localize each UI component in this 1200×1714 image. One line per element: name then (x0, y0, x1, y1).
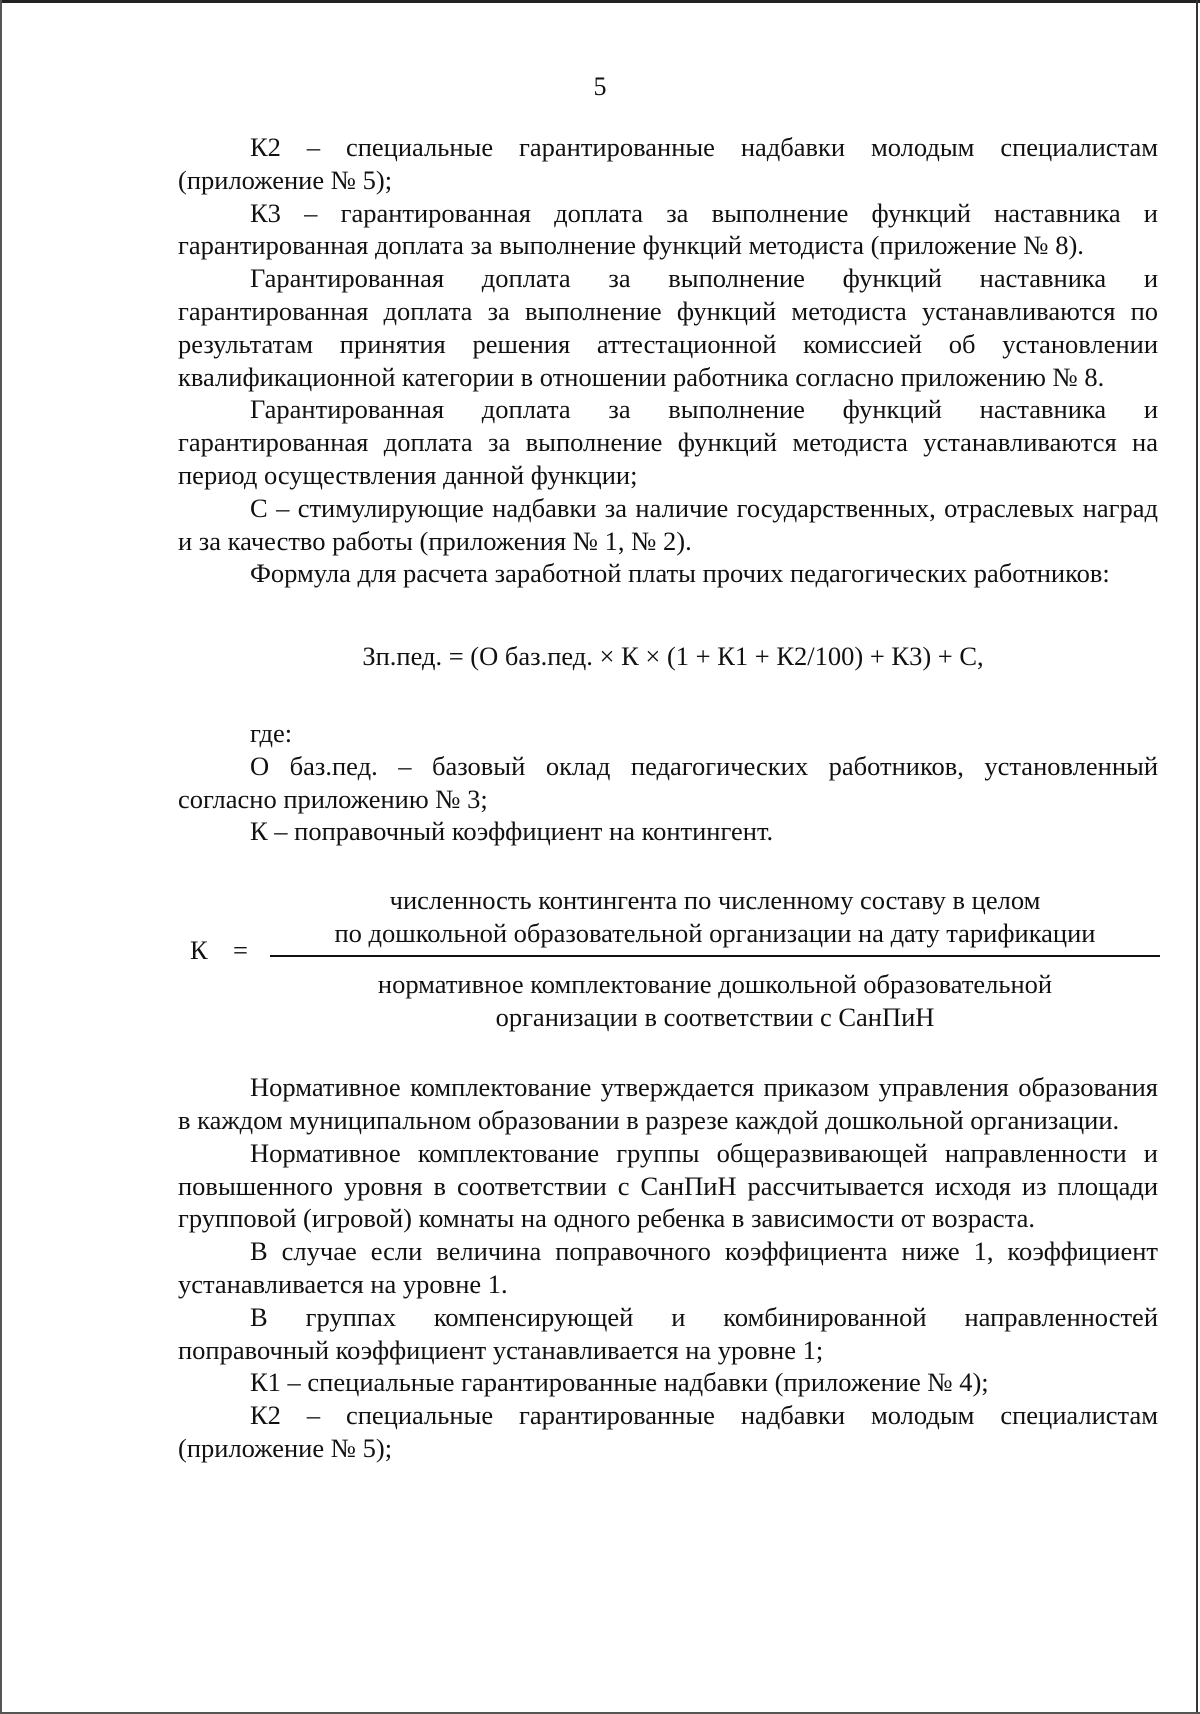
paragraph-k1: К1 – специальные гарантированные надбавки (приложение № 4); (250, 1367, 989, 1398)
paragraph-where: где: (250, 717, 293, 748)
paragraph-c-stimulating: С – стимулирующие надбавки за наличие государственных, отраслевых наград и за качество работы (приложения № 1, № 2). (178, 492, 1158, 556)
page-number: 5 (593, 72, 607, 101)
paragraph-base-salary: О баз.пед. – базовый оклад педагогических работников, установленный согласно приложению № 3; (178, 750, 1158, 814)
paragraph-normative-staffing: Нормативное комплектование утверждается приказом управления образования в каждом муниципальном образовании в разрезе каждой дошкольной организации. (178, 1072, 1158, 1135)
coefficient-fraction (178, 884, 1158, 1036)
paragraph-k2: К2 – специальные гарантированные надбавки молодым специалистам (приложение № 5); (178, 132, 1158, 195)
salary-formula: Зп.пед. = (О баз.пед. × К × (1 + К1 + К2/100) + К3) + С, (362, 641, 984, 672)
fraction-equals: = (233, 935, 248, 966)
paragraph-guaranteed-allowance-attestation: Гарантированная доплата за выполнение функций наставника и гарантированная доплата за выполнение функций методиста устанавливаются по результатам принятия решения аттестационной комиссией об установлении квалификационной категории в отношении работника согласно приложению № 8. (178, 263, 1158, 392)
paragraph-coefficient-below-one: В случае если величина поправочного коэффициента ниже 1, коэффициент устанавливается на уровне 1. (178, 1236, 1158, 1299)
paragraph-k2-repeat: К2 – специальные гарантированные надбавки молодым специалистам (приложение № 5); (178, 1400, 1158, 1463)
denominator-line-1: нормативное комплектование дошкольной образовательной (377, 969, 1053, 1000)
paragraph-k-coefficient: К – поправочный коэффициент на контингент. (250, 816, 774, 847)
paragraph-normative-group: Нормативное комплектование группы общеразвивающей направленности и повышенного уровня в соответствии с СанПиН рассчитывается исходя из площади групповой (игровой) комнаты на одного ребенка в зависимости от возраста. (178, 1137, 1158, 1234)
fraction-denominator (270, 968, 1160, 1034)
scan-edge-top (0, 0, 1200, 3)
paragraph-formula-intro: Формула для расчета заработной платы прочих педагогических работников: (250, 558, 1110, 589)
denominator-line-2: организации в соответствии с СанПиН (495, 1002, 935, 1033)
paragraph-guaranteed-allowance-period: Гарантированная доплата за выполнение функций наставника и гарантированная доплата за выполнение функций методиста устанавливаются на период осуществления данной функции; (178, 394, 1158, 490)
scan-edge-left (0, 0, 2, 1714)
fraction-numerator (270, 884, 1160, 950)
numerator-line-1: численность контингента по численному составу в целом (389, 885, 1041, 916)
scan-edge-right (1196, 0, 1198, 1714)
paragraph-k3: К3 – гарантированная доплата за выполнение функций наставника и гарантированная доплата за выполнение функций методиста (приложение № 8). (178, 197, 1158, 261)
numerator-line-2: по дошкольной образовательной организации на дату тарификации (334, 918, 1096, 949)
fraction-bar (270, 955, 1160, 957)
paragraph-compensating-groups: В группах компенсирующей и комбинированной направленностей поправочный коэффициент устанавливается на уровне 1; (178, 1301, 1158, 1365)
document-body (178, 131, 1158, 1465)
fraction-lhs: К (190, 935, 208, 966)
